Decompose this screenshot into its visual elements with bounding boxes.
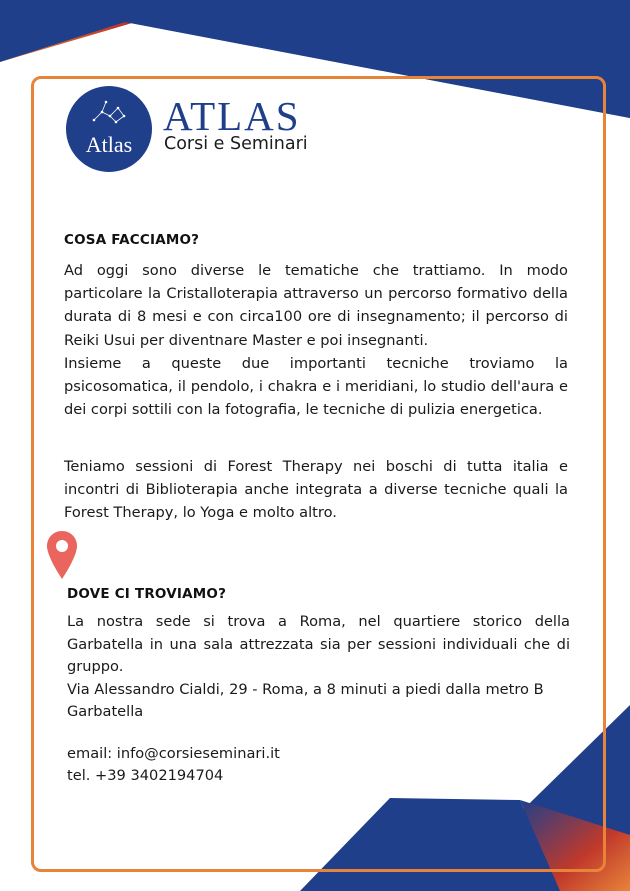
brand-subtitle: Corsi e Seminari xyxy=(164,134,308,154)
paragraph: Insieme a queste due importanti tecniche troviamo la psicosomatica, il pendolo, i chakra e i meridiani, lo studio dell'aura e dei corpi sottili con la fotografia, le tecniche di pulizia energetica. xyxy=(64,354,568,419)
logo-text: Atlas xyxy=(85,132,133,157)
email-text[interactable]: email: info@corsieseminari.it xyxy=(67,745,280,762)
section-what-we-do-body xyxy=(64,259,568,421)
paragraph: Ad oggi sono diverse le tematiche che trattiamo. In modo particolare la Cristalloterapia attraverso un percorso formativo della durata di 8 mesi e con circa100 ore di insegnamento; il percorso di Reiki Usui per diventnare Master e poi insegnanti. xyxy=(64,262,568,349)
address-text: Via Alessandro Cialdi, 29 - Roma, a 8 minuti a piedi dalla metro B Garbatella xyxy=(67,680,544,720)
section-heading-what-we-do: COSA FACCIAMO? xyxy=(64,232,200,248)
atlas-logo xyxy=(66,86,152,172)
location-pin-icon xyxy=(46,530,78,580)
paragraph: La nostra sede si trova a Roma, nel quartiere storico della Garbatella in una sala attrezzata sia per sessioni individuali che di gruppo. xyxy=(67,613,570,675)
phone-text[interactable]: tel. +39 3402194704 xyxy=(67,767,224,784)
section-where-body xyxy=(67,611,570,724)
paragraph: Teniamo sessioni di Forest Therapy nei boschi di tutta italia e incontri di Biblioterapia anche integrata a diverse tecniche quali la Forest Therapy, lo Yoga e molto altro. xyxy=(64,458,568,522)
section-heading-where: DOVE CI TROVIAMO? xyxy=(67,586,227,602)
brand-title: ATLAS xyxy=(163,93,301,139)
section-what-we-do-forest xyxy=(64,455,568,525)
